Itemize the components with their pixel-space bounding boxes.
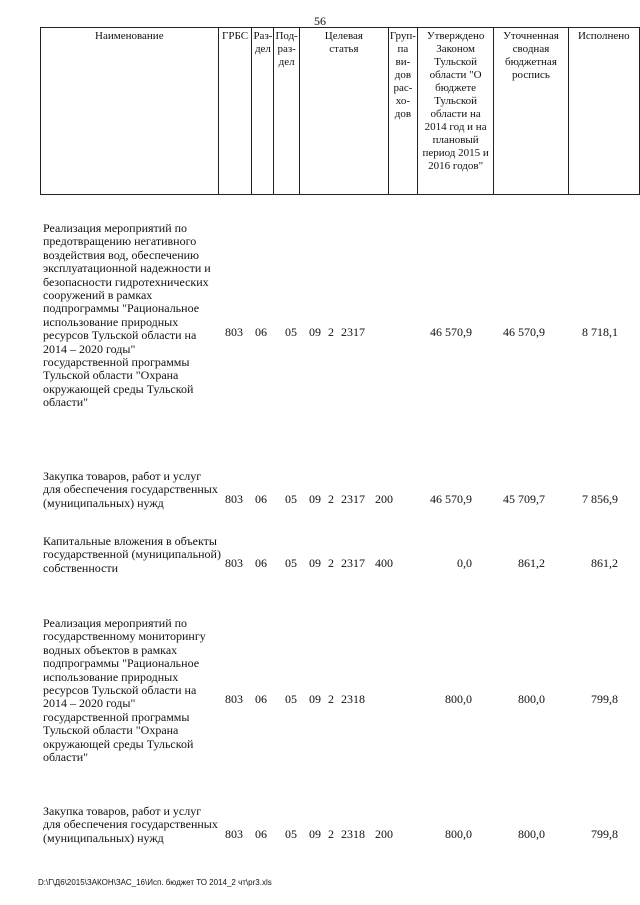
row-razdel: 06 bbox=[255, 692, 267, 706]
row-razdel: 06 bbox=[255, 492, 267, 506]
row-grbs: 803 bbox=[225, 827, 243, 841]
row-grbs: 803 bbox=[225, 556, 243, 570]
header-podrazdel: Под- раз- дел bbox=[274, 28, 299, 195]
row-razdel: 06 bbox=[255, 556, 267, 570]
row-cs2: 2 bbox=[328, 325, 334, 339]
row-cs2: 2 bbox=[328, 692, 334, 706]
row-cs1: 09 bbox=[309, 492, 321, 506]
row-updated: 861,2 bbox=[518, 556, 545, 570]
row-cs2: 2 bbox=[328, 492, 334, 506]
row-cs1: 09 bbox=[309, 556, 321, 570]
row-cs3: 2317 bbox=[341, 325, 365, 339]
row-grbs: 803 bbox=[225, 325, 243, 339]
row-approved: 800,0 bbox=[445, 692, 472, 706]
row-vid: 200 bbox=[375, 827, 393, 841]
row-cs1: 09 bbox=[309, 827, 321, 841]
footer-file-path: D:\Г\Д6\2015\ЗАКОН\ЗАС_16\Исп. бюджет ТО 2014_2 чт\pr3.xls bbox=[38, 878, 272, 887]
row-cs3: 2317 bbox=[341, 492, 365, 506]
row-executed: 799,8 bbox=[591, 692, 618, 706]
header-vid: Груп- па ви- дов рас- хо- дов bbox=[388, 28, 417, 195]
row-grbs: 803 bbox=[225, 692, 243, 706]
row-approved: 46 570,9 bbox=[430, 492, 472, 506]
row-razdel: 06 bbox=[255, 827, 267, 841]
row-name: Реализация мероприятий по предотвращению негативного воздействия вод, обеспечению эксплуатационной надежности и безопасности гидротехнических сооружений в рамках подпрограммы "Рациональное использование природных ресурсов Тульской области на 2014 – 2020 годы" государственной программы Тульской области "Охрана окружающей среды Тульской области" bbox=[43, 221, 211, 410]
row-razdel: 06 bbox=[255, 325, 267, 339]
row-cs1: 09 bbox=[309, 325, 321, 339]
header-approved: Утверждено Законом Тульской области "О бюджете Тульской области на 2014 год и на плановый период 2015 и 2016 годов" bbox=[417, 28, 493, 195]
header-razdel: Раз- дел bbox=[252, 28, 274, 195]
row-name: Капитальные вложения в объекты государственной (муниципальной) собственности bbox=[43, 534, 221, 575]
row-updated: 46 570,9 bbox=[503, 325, 545, 339]
row-name: Закупка товаров, работ и услуг для обеспечения государственных (муниципальных) нужд bbox=[43, 804, 218, 845]
row-cs2: 2 bbox=[328, 556, 334, 570]
header-cel-statya: Целевая статья bbox=[299, 28, 388, 195]
row-cs3: 2317 bbox=[341, 556, 365, 570]
row-executed: 7 856,9 bbox=[582, 492, 618, 506]
row-podrazdel: 05 bbox=[285, 556, 297, 570]
row-cs2: 2 bbox=[328, 827, 334, 841]
row-podrazdel: 05 bbox=[285, 692, 297, 706]
row-executed: 799,8 bbox=[591, 827, 618, 841]
row-podrazdel: 05 bbox=[285, 325, 297, 339]
header-updated: Уточненная сводная бюджетная роспись bbox=[494, 28, 568, 195]
header-executed: Исполнено bbox=[568, 28, 639, 195]
header-grbs: ГРБС bbox=[218, 28, 252, 195]
row-updated: 800,0 bbox=[518, 827, 545, 841]
row-cs3: 2318 bbox=[341, 827, 365, 841]
row-vid: 400 bbox=[375, 556, 393, 570]
row-cs3: 2318 bbox=[341, 692, 365, 706]
row-podrazdel: 05 bbox=[285, 827, 297, 841]
row-podrazdel: 05 bbox=[285, 492, 297, 506]
row-vid: 200 bbox=[375, 492, 393, 506]
row-approved: 46 570,9 bbox=[430, 325, 472, 339]
header-name: Наименование bbox=[41, 28, 219, 195]
row-updated: 800,0 bbox=[518, 692, 545, 706]
row-updated: 45 709,7 bbox=[503, 492, 545, 506]
row-approved: 800,0 bbox=[445, 827, 472, 841]
row-name: Закупка товаров, работ и услуг для обеспечения государственных (муниципальных) нужд bbox=[43, 469, 218, 510]
row-approved: 0,0 bbox=[457, 556, 472, 570]
page-number: 56 bbox=[314, 14, 326, 28]
row-name: Реализация мероприятий по государственному мониторингу водных объектов в рамках подпрограммы "Рациональное использование природных ресурсов Тульской области на 2014 – 2020 годы" государственной программы Тульской области "Охрана окружающей среды Тульской области" bbox=[43, 616, 206, 765]
table-header bbox=[40, 27, 640, 195]
row-grbs: 803 bbox=[225, 492, 243, 506]
row-executed: 861,2 bbox=[591, 556, 618, 570]
row-executed: 8 718,1 bbox=[582, 325, 618, 339]
row-cs1: 09 bbox=[309, 692, 321, 706]
